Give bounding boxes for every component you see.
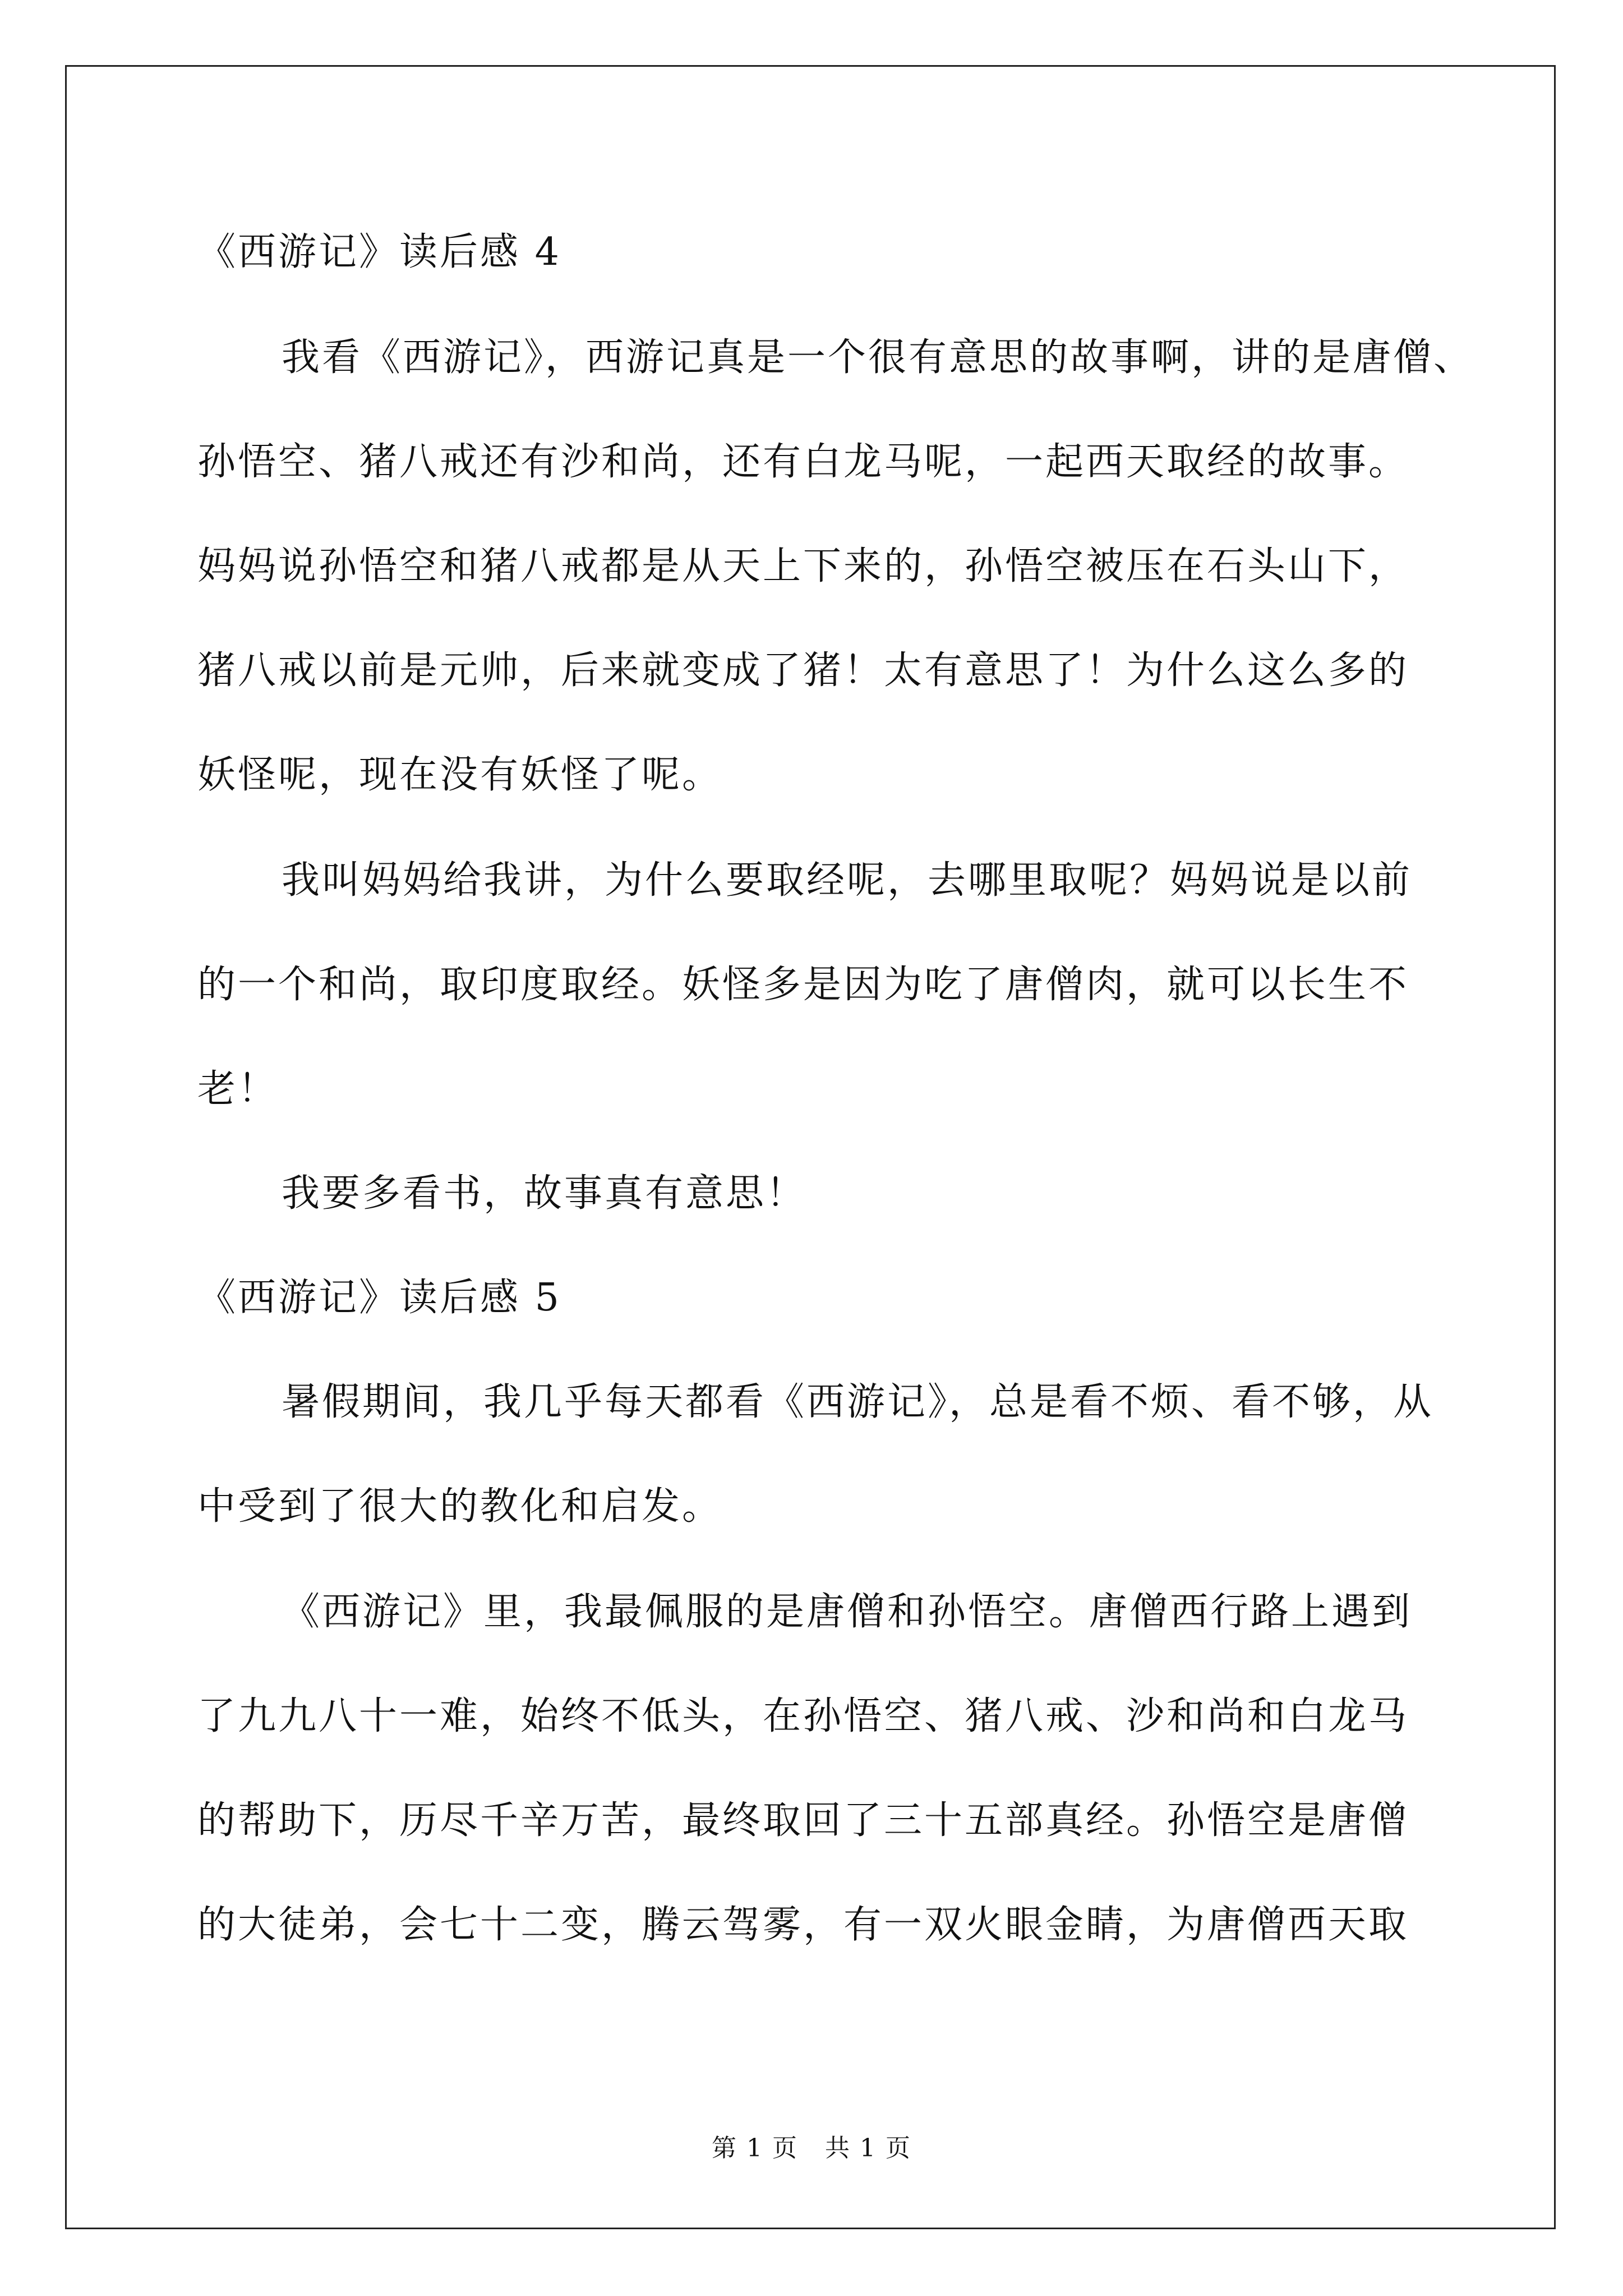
paragraph-line: 老！ [197, 1067, 279, 1111]
section-heading-4: 《西游记》读后感 4 [197, 230, 561, 274]
paragraph-line: 《西游记》里，我最佩服的是唐僧和孙悟空。唐僧西行路上遇到 [282, 1590, 1413, 1634]
paragraph-line: 暑假期间，我几乎每天都看《西游记》，总是看不烦、看不够，从 [282, 1380, 1434, 1424]
paragraph-line: 中受到了很大的教化和启发。 [197, 1484, 723, 1529]
paragraph-line: 我看《西游记》，西游记真是一个很有意思的故事啊，讲的是唐僧、 [282, 335, 1474, 380]
paragraph-line: 我叫妈妈给我讲，为什么要取经呢，去哪里取呢？妈妈说是以前 [282, 858, 1413, 903]
paragraph-line: 了九九八十一难，始终不低头，在孙悟空、猪八戒、沙和尚和白龙马 [197, 1694, 1409, 1738]
page-total: 共 1 页 [825, 2134, 911, 2162]
page-footer [0, 2133, 1623, 2164]
paragraph-line: 猪八戒以前是元帅，后来就变成了猪！太有意思了！为什么这么多的 [197, 648, 1409, 693]
paragraph-line: 孙悟空、猪八戒还有沙和尚，还有白龙马呢，一起西天取经的故事。 [197, 440, 1409, 484]
paragraph-line: 妈妈说孙悟空和猪八戒都是从天上下来的，孙悟空被压在石头山下， [197, 544, 1409, 588]
paragraph-line: 的一个和尚，取印度取经。妖怪多是因为吃了唐僧肉，就可以长生不 [197, 963, 1409, 1007]
paragraph-line: 我要多看书，故事真有意思！ [282, 1171, 807, 1216]
section-heading-5: 《西游记》读后感 5 [197, 1276, 561, 1320]
page-number: 第 1 页 [712, 2134, 798, 2162]
paragraph-line: 妖怪呢，现在没有妖怪了呢。 [197, 753, 723, 797]
paragraph-line: 的帮助下，历尽千辛万苦，最终取回了三十五部真经。孙悟空是唐僧 [197, 1798, 1409, 1843]
paragraph-line: 的大徒弟，会七十二变，腾云驾雾，有一双火眼金睛，为唐僧西天取 [197, 1903, 1409, 1947]
